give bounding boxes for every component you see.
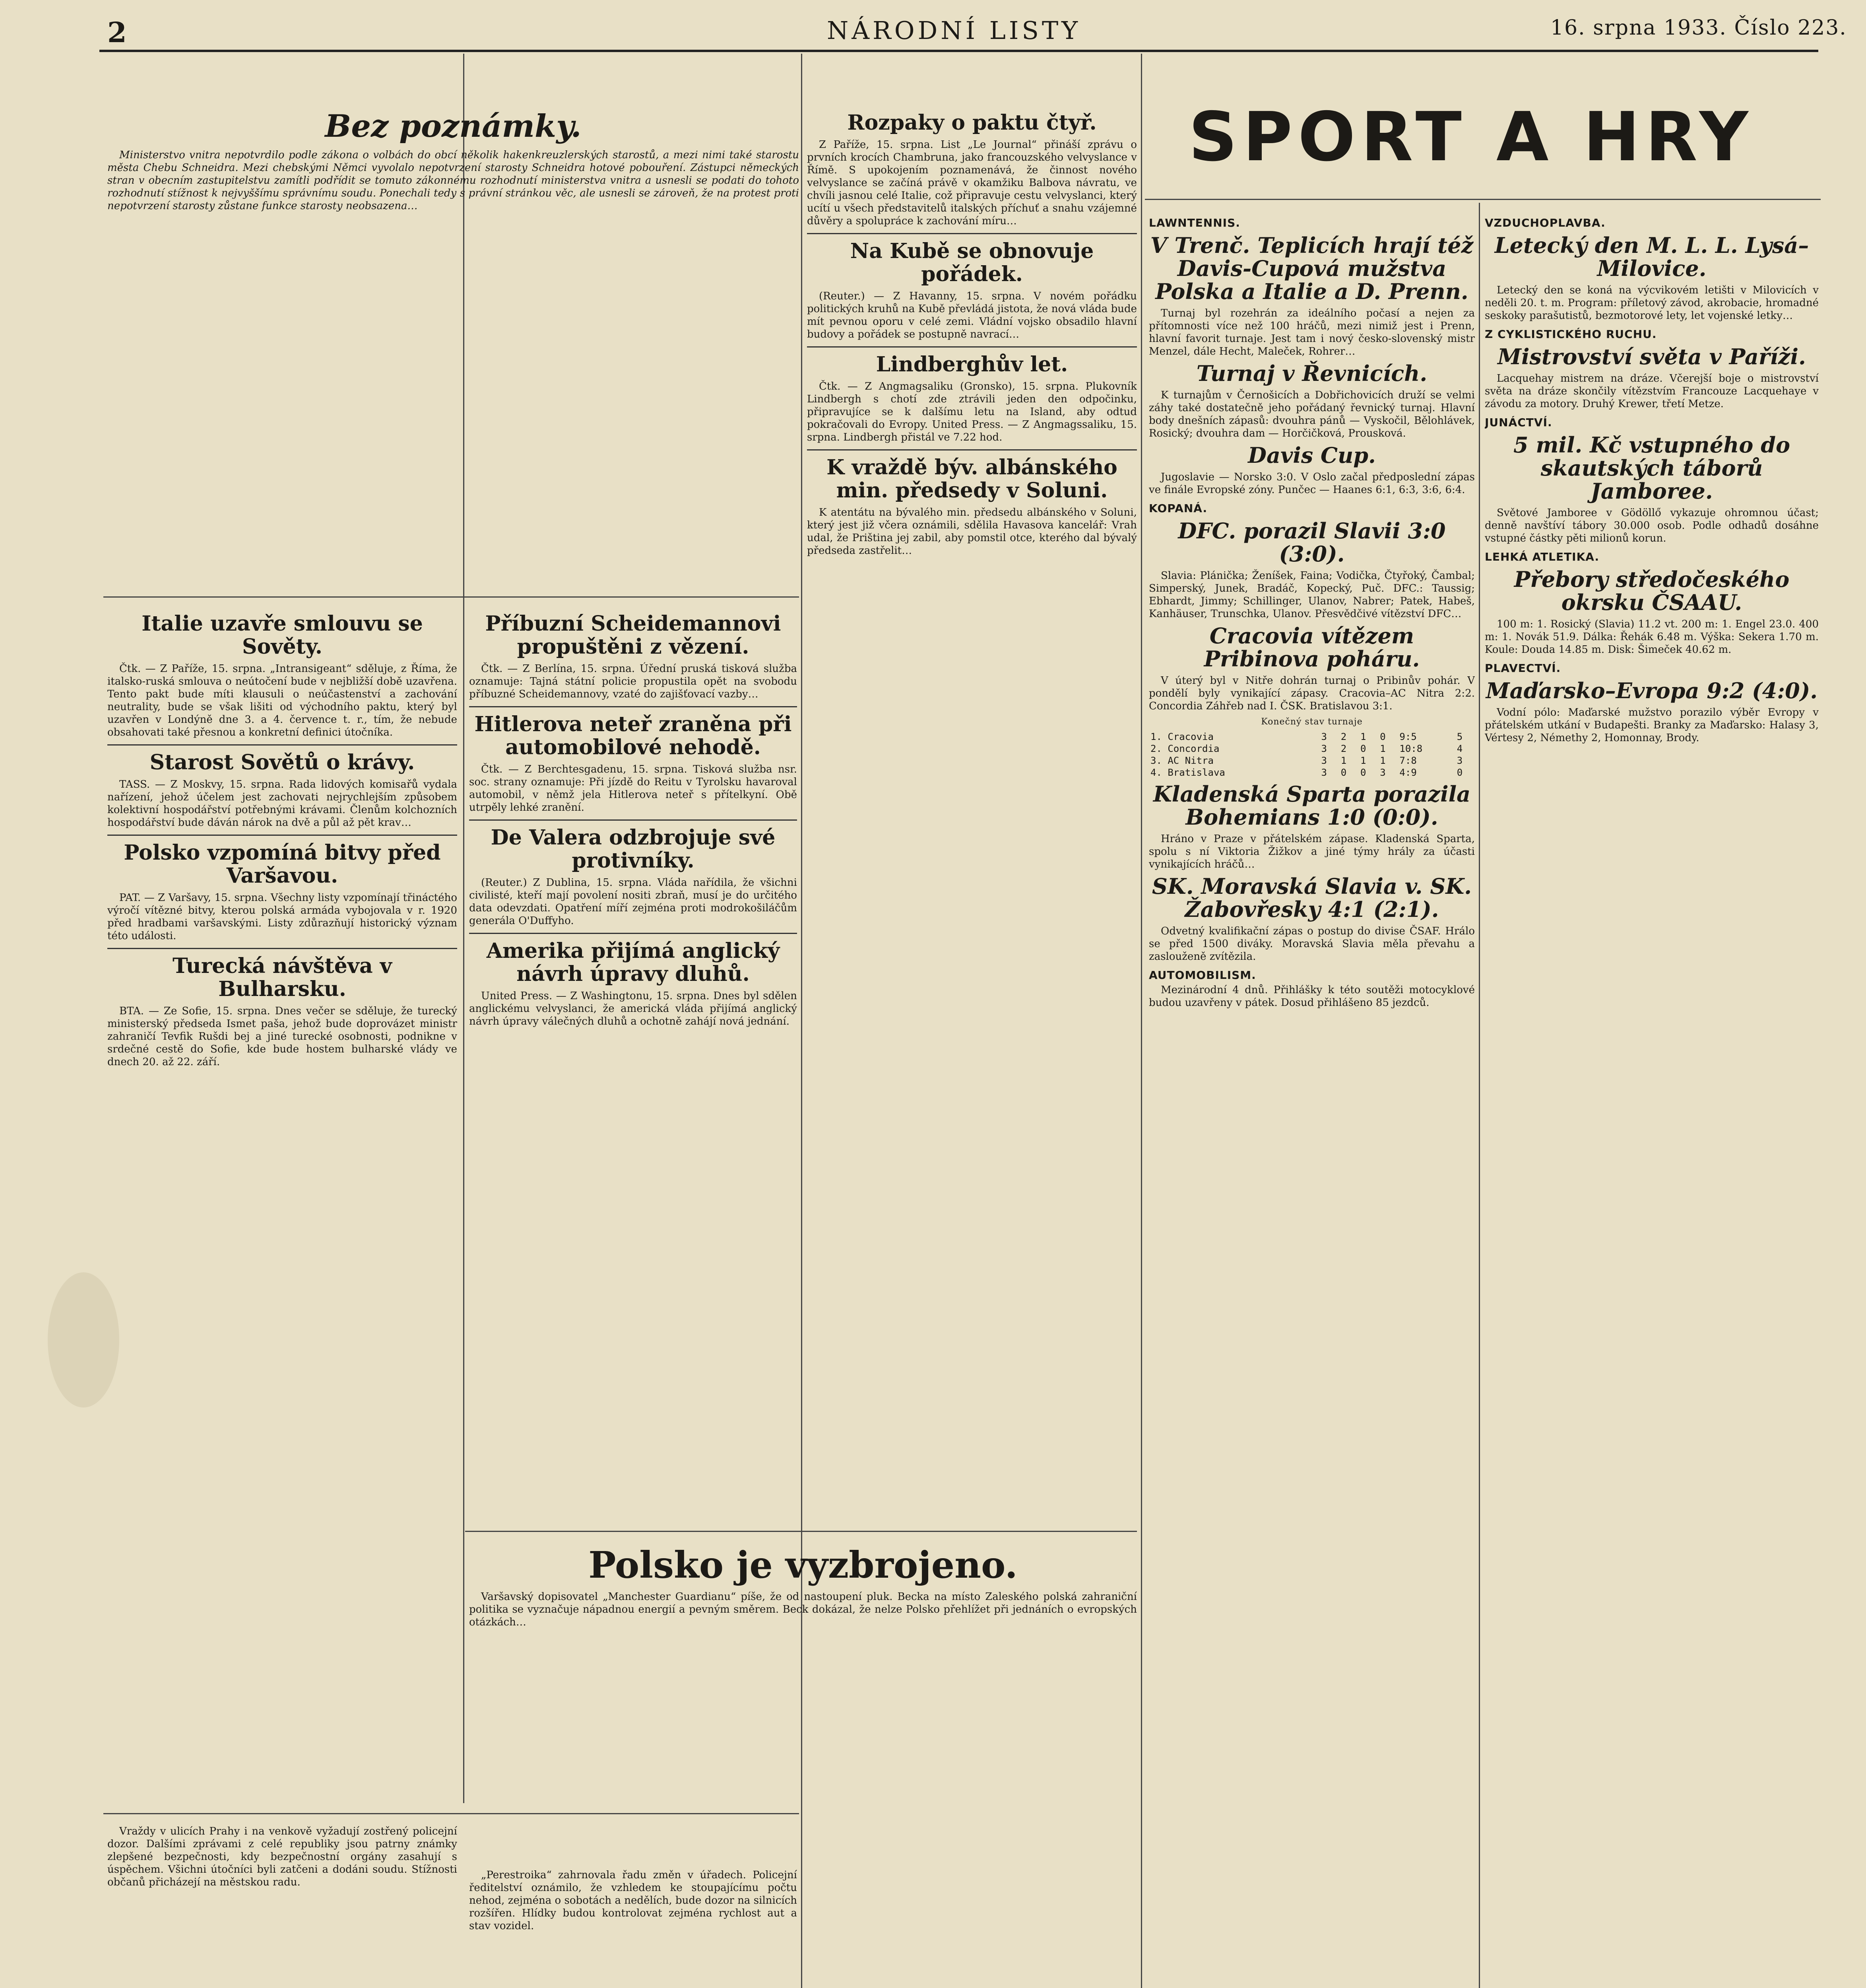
table-caption: Konečný stav turnaje — [1261, 717, 1363, 727]
table-cell: 3 — [1380, 767, 1386, 778]
article-title: Mistrovství světa v Paříži. — [1497, 344, 1806, 369]
article-title: Kladenská Sparta porazila Bohemians 1:0 (0:0). — [1153, 781, 1471, 830]
section-heading: LEHKÁ ATLETIKA. — [1485, 550, 1600, 563]
article-title: Příbuzní Scheidemannovi propuštěni z vězení. — [485, 612, 781, 659]
article-body: BTA. — Ze Sofie, 15. srpna. Dnes večer se sděluje, že turecký ministerský předseda Ismet paša, jehož bude doprovázet ministr zahraničí Tevfik Rušdi bej a jiné turecké osobnosti, podnikne v srdečné cestě do Sofie, kde bude hostem bulharské vlády ve dnech 20. až 22. září. — [107, 1005, 457, 1068]
section-rule — [103, 1813, 799, 1814]
table-cell: 4:9 — [1399, 767, 1417, 778]
sport-right-column — [1485, 211, 1819, 1988]
article-body: K turnajům v Černošicích a Dobřichovicích druží se velmi záhy také dostatečně jeho pořádaný řevnický turnaj. Hlavní body dnešních zápasů: dvouhra pánů — Vyskočil, Bělohlávek, Rosický; dvouhra dam — Horčičková, Prousková. — [1149, 389, 1475, 439]
table-cell: 10:8 — [1399, 743, 1423, 754]
table-cell: 3 — [1321, 755, 1327, 766]
article-title: Maďarsko–Evropa 9:2 (4:0). — [1486, 678, 1818, 703]
table-cell: 4 — [1457, 743, 1463, 754]
column-1 — [107, 608, 457, 1801]
article-title: Lindberghův let. — [876, 352, 1068, 377]
article-title: DFC. porazil Slavii 3:0 (3:0). — [1178, 518, 1446, 567]
section-heading: AUTOMOBILISM. — [1149, 969, 1256, 982]
article-body: Z Paříže, 15. srpna. List „Le Journal“ přináší zprávu o prvních krocích Chambruna, jako francouzského velvyslance v Římě. S upokojením poznamenává, že činnost nového velvyslance se začíná právě v okamžiku Balbova návratu, ve chvíli jasnou celé Italie, což připravuje cestu velvyslanci, který ucítí u všech představitelů italských příchuť a snahu vzájemné důvěry a spolupráce k zachování míru… — [807, 139, 1137, 227]
article-title: Přebory středočeského okrsku ČSAAU. — [1514, 567, 1790, 615]
table-cell: 1 — [1360, 731, 1366, 742]
section-heading: LAWNTENNIS. — [1149, 216, 1240, 229]
article-title: Italie uzavře smlouvu se Sověty. — [142, 612, 423, 659]
table-cell: 1 — [1360, 755, 1366, 766]
article-title: Starost Sovětů o krávy. — [149, 750, 415, 775]
table-cell: 2 — [1340, 743, 1347, 754]
table-cell: 1 — [1340, 755, 1347, 766]
page-number: 2 — [107, 16, 128, 49]
table-cell: 0 — [1380, 731, 1386, 742]
table-cell: 1 — [1380, 755, 1386, 766]
article-title: SK. Moravská Slavia v. SK. Žabovřesky 4:1 (2:1). — [1152, 874, 1472, 922]
section-heading: KOPANÁ. — [1149, 502, 1208, 515]
table-cell: 0 — [1360, 767, 1366, 778]
sport-left-column — [1149, 211, 1475, 1988]
article-body: K atentátu na bývalého min. předsedu albánského v Soluni, který jest již včera oznámili, sdělila Havasova kancelář: Vrah udal, že Priština jej zabil, aby pomstil otce, kterého dal bývalý předseda zastřelit… — [807, 507, 1137, 557]
column-rule — [1141, 54, 1142, 1988]
section-rule — [103, 596, 799, 598]
article-title: Bez poznámky. — [325, 108, 582, 144]
article-title: Hitlerova neteř zraněna při automobilové nehodě. — [474, 712, 792, 759]
article-body: Letecký den se koná na výcvikovém letišti v Milovicích v neděli 20. t. m. Program: příletový závod, akrobacie, hromadné seskoky parašutistů, bezmotorové lety, let vojenské letky… — [1485, 284, 1819, 322]
top-rule — [99, 50, 1818, 52]
article-body: Vraždy v ulicích Prahy i na venkově vyžadují zostřený policejní dozor. Dalšími zprávami z celé republiky jsou patrny známky zlepšené bezpečnosti, kdy bezpečnostní orgány zasahují s úspěchem. Všichni útočníci byli zatčeni a dodáni soudu. Stížnosti občanů přicházejí na městskou radu. — [107, 1825, 457, 1888]
table-cell: 1 — [1380, 743, 1386, 754]
article-title: Turnaj v Řevnicích. — [1196, 361, 1428, 386]
article-body: TASS. — Z Moskvy, 15. srpna. Rada lidových komisařů vydala nařízení, jehož účelem jest zachovati nejrychlejším způsobem kolektivní hospodářství potřebnými krávami. Členům kolchozních hospodářství bude dáván nárok na dvě a půl až pět krav… — [107, 779, 457, 829]
article-title: Polsko vzpomíná bitvy před Varšavou. — [124, 841, 441, 888]
article-body: (Reuter.) Z Dublina, 15. srpna. Vláda nařídila, že všichni civilisté, kteří mají povolení nositi zbraň, musí je do určitého data odevzdati. Opatření míří zejména proti modrokošiláčům generála O'Duffyho. — [469, 877, 797, 927]
article-body: V úterý byl v Nitře dohrán turnaj o Pribinův pohár. V pondělí byly vynikající zápasy. Cracovia–AC Nitra 2:2. Concordia Záhřeb nad I. ČSK. Bratislavou 3:1. — [1149, 675, 1475, 712]
section-rule — [1145, 199, 1821, 200]
table-cell: 2. Concordia — [1150, 743, 1220, 754]
table-cell: 3. AC Nitra — [1150, 755, 1214, 766]
article-title: Polsko je vyzbrojeno. — [588, 1543, 1018, 1586]
article-body: Čtk. — Z Berlína, 15. srpna. Úřední pruská tisková služba oznamuje: Tajná státní policie propustila opět na svobodu příbuzné Scheidemannovy, vzaté do zajišťovací vazby… — [469, 663, 797, 700]
article-body: (Reuter.) — Z Havanny, 15. srpna. V novém pořádku politických kruhů na Kubě převládá jistota, že nová vláda bude mít pevnou oporu v celé zemi. Vládní vojsko obsadilo hlavní budovy a pořádek se postupně navrací… — [807, 290, 1137, 340]
article-body: United Press. — Z Washingtonu, 15. srpna. Dnes byl sdělen anglickému velvyslanci, že americká vláda přijímá anglický návrh úpravy válečných dluhů a ochotně zahájí nová jednání. — [469, 990, 797, 1027]
table-cell: 3 — [1321, 743, 1327, 754]
bottom-mid-text — [469, 1869, 797, 1988]
article-title: Amerika přijímá anglický návrh úpravy dluhů. — [486, 939, 780, 986]
article-body: Mezinárodní 4 dnů. Přihlášky k této soutěži motocyklové budou uzavřeny v pátek. Dosud přihlášeno 85 jezdců. — [1149, 984, 1475, 1009]
table-row — [1149, 743, 1475, 755]
article-body: Ministerstvo vnitra nepotvrdilo podle zákona o volbách do obcí několik hakenkreuzlerských starostů, a mezi nimi také starostu města Chebu Schneidra. Mezi chebskými Němci vyvolalo nepotvrzení starosty Schneidra hotové pobouření. Zástupci německých stran v obecním zastupitelstvu zamítli podřídit se tomuto zákonnému rozhodnutí ministerstva vnitra a usnesli se podati do tohoto rozhodnutí stížnost k nejvyššímu správnímu soudu. Ponechali tedy s právní stránkou věc, ale usnesli se zároveň, že na protest proti nepotvrzení starosty zůstane funkce starosty neobsazena… — [107, 149, 799, 212]
bottom-left-text — [107, 1825, 457, 1988]
section-heading: PLAVECTVÍ. — [1485, 662, 1561, 675]
article-body: PAT. — Z Varšavy, 15. srpna. Všechny listy vzpomínají třináctého výročí vítězné bitvy, kterou polská armáda vybojovala v r. 1920 před hradbami varšavskými. Listy zdůrazňují historický význam této události. — [107, 892, 457, 942]
sport-banner: SPORT A HRY — [1189, 98, 1754, 177]
article-title: De Valera odzbrojuje své protivníky. — [491, 825, 776, 873]
article-title: V Trenč. Teplicích hrají též Davis-Cupová mužstva Polska a Italie a D. Prenn. — [1150, 233, 1474, 304]
table-cell: 4. Bratislava — [1150, 767, 1225, 778]
table-cell: 1. Cracovia — [1150, 731, 1214, 742]
section-heading: VZDUCHOPLAVBA. — [1485, 216, 1606, 229]
article-body: „Perestroika“ zahrnovala řadu změn v úřadech. Policejní ředitelství oznámilo, že vzhledem ke stoupajícímu počtu nehod, zejména o sobotách a nedělích, bude dozor na silnicích rozšířen. Hlídky budou kontrolovat zejména rychlost aut a stav vozidel. — [469, 1869, 797, 1932]
article-body: Čtk. — Z Angmagsaliku (Gronsko), 15. srpna. Plukovník Lindbergh s chotí zde ztrávili jeden den odpočinku, připravujíce se k dalšímu letu na Island, aby odtud pokračovali do Evropy. United Press. — Z Angmagssaliku, 15. srpna. Lindbergh přistál ve 7.22 hod. — [807, 381, 1137, 443]
table-cell: 3 — [1321, 767, 1327, 778]
newspaper-title: NÁRODNÍ LISTY — [827, 16, 1081, 45]
table-cell: 2 — [1340, 731, 1347, 742]
article-body: Vodní pólo: Maďarské mužstvo porazilo výběr Evropy v přátelském utkání v Budapešti. Branky za Maďarsko: Halasy 3, Vértesy 2, Némethy 2, Homonnay, Brody. — [1485, 707, 1819, 744]
article-body: Slavia: Plánička; Ženíšek, Faina; Vodička, Čtyřoký, Čambal; Simperský, Junek, Bradáč, Kopecký, Puč. DFC.: Taussig; Ebhardt, Jimmy; Schillinger, Ulanov, Nabrer; Patek, Habeš, Kanhäuser, Trunschka, Ulanov. Přesvědčivé vítězství DFC… — [1149, 570, 1475, 620]
table-cell: 0 — [1457, 767, 1463, 778]
article-body: Hráno v Praze v přátelském zápase. Kladenská Sparta, spolu s ní Viktoria Žižkov a jiné týmy hrály za účasti vynikajících hráčů… — [1149, 833, 1475, 870]
article-title: Na Kubě se obnovuje pořádek. — [850, 239, 1094, 286]
table-row — [1149, 767, 1475, 779]
table-row — [1149, 755, 1475, 767]
article-title: Turecká návštěva v Bulharsku. — [172, 954, 392, 1001]
article-title: Davis Cup. — [1248, 443, 1376, 468]
table-cell: 0 — [1340, 767, 1347, 778]
article-body: Světové Jamboree v Gödöllő vykazuje ohromnou účast; denně navštíví tábory 30.000 osob. Podle odhadů dosáhne vstupné částky pěti milionů korun. — [1485, 507, 1819, 544]
article-title: 5 mil. Kč vstupného do skautských táborů Jamboree. — [1513, 432, 1790, 504]
date-line: 16. srpna 1933. Číslo 223. — [1550, 16, 1847, 40]
table-cell: 9:5 — [1399, 731, 1417, 742]
article-body: Odvetný kvalifikační zápas o postup do divise ČSAF. Hrálo se před 1500 diváky. Moravská Slavia měla převahu a zaslouženě zvítězila. — [1149, 925, 1475, 963]
article-body: 100 m: 1. Rosický (Slavia) 11.2 vt. 200 m: 1. Engel 23.0. 400 m: 1. Novák 51.9. Dálka: Řehák 6.48 m. Výška: Sekera 1.70 m. Koule: Douda 14.85 m. Disk: Šimeček 40.62 m. — [1485, 618, 1819, 656]
table-cell: 7:8 — [1399, 755, 1417, 766]
table-cell: 3 — [1321, 731, 1327, 742]
article-body: Turnaj byl rozehrán za ideálního počasí a nejen za přítomnosti více než 100 hráčů, mezi nimiž jest i Prenn, hlavní favorit turnaje. Jest tam i nový česko-slovenský mistr Menzel, dále Hecht, Maleček, Rohrer… — [1149, 307, 1475, 357]
article-title: Letecký den M. L. L. Lysá–Milovice. — [1494, 233, 1809, 281]
article-title: K vraždě býv. albánského min. předsedy v Soluni. — [826, 455, 1117, 503]
section-rule — [465, 1531, 1137, 1532]
article-body: Čtk. — Z Paříže, 15. srpna. „Intransigeant“ sděluje, z Říma, že italsko-ruská smlouva o neútočení bude v nejbližší době uzavřena. Tento pakt bude míti klausuli o neúčastenství a zachování neutrality, bude se však lišiti od východního paktu, který byl uzavřen v Londýně dne 3. a 4. července t. r., tím, že nebude obsahovati také přesnou a konkretní definici útočníka. — [107, 663, 457, 738]
article-body: Varšavský dopisovatel „Manchester Guardianu“ píše, že od nastoupení pluk. Becka na místo Zaleského polská zahraniční politika se vyznačuje nápadnou energií a pevným směrem. Beck dokázal, že nelze Polsko přehlížet při jednáních o evropských otázkách… — [469, 1591, 1137, 1628]
section-heading: JUNÁCTVÍ. — [1485, 416, 1552, 429]
column-rule — [1479, 203, 1480, 1988]
table-row — [1149, 731, 1475, 743]
table-cell: 5 — [1457, 731, 1463, 742]
article-body: Lacquehay mistrem na dráze. Včerejší boje o mistrovství světa na dráze skončily vítězstvím Francouze Lacquehaye v závodu za motory. Druhý Krewer, třetí Metze. — [1485, 373, 1819, 410]
article-bez-poznamky — [107, 107, 799, 592]
article-title: Rozpaky o paktu čtyř. — [847, 111, 1097, 135]
article-body: Čtk. — Z Berchtesgadenu, 15. srpna. Tisková služba nsr. soc. strany oznamuje: Při jízdě do Reitu v Tyrolsku havaroval automobil, v němž jela Hitlerova neteř s přítelkyní. Obě utrpěly lehké zranění. — [469, 763, 797, 813]
section-heading: Z CYKLISTICKÉHO RUCHU. — [1485, 328, 1657, 341]
table-cell: 0 — [1360, 743, 1366, 754]
article-body: Jugoslavie — Norsko 3:0. V Oslo začal předposlední zápas ve finále Evropské zóny. Punčec — Haanes 6:1, 6:3, 3:6, 6:4. — [1149, 471, 1475, 496]
standings-table — [1149, 731, 1475, 779]
article-title: Cracovia vítězem Pribinova poháru. — [1204, 623, 1420, 672]
table-cell: 3 — [1457, 755, 1463, 766]
